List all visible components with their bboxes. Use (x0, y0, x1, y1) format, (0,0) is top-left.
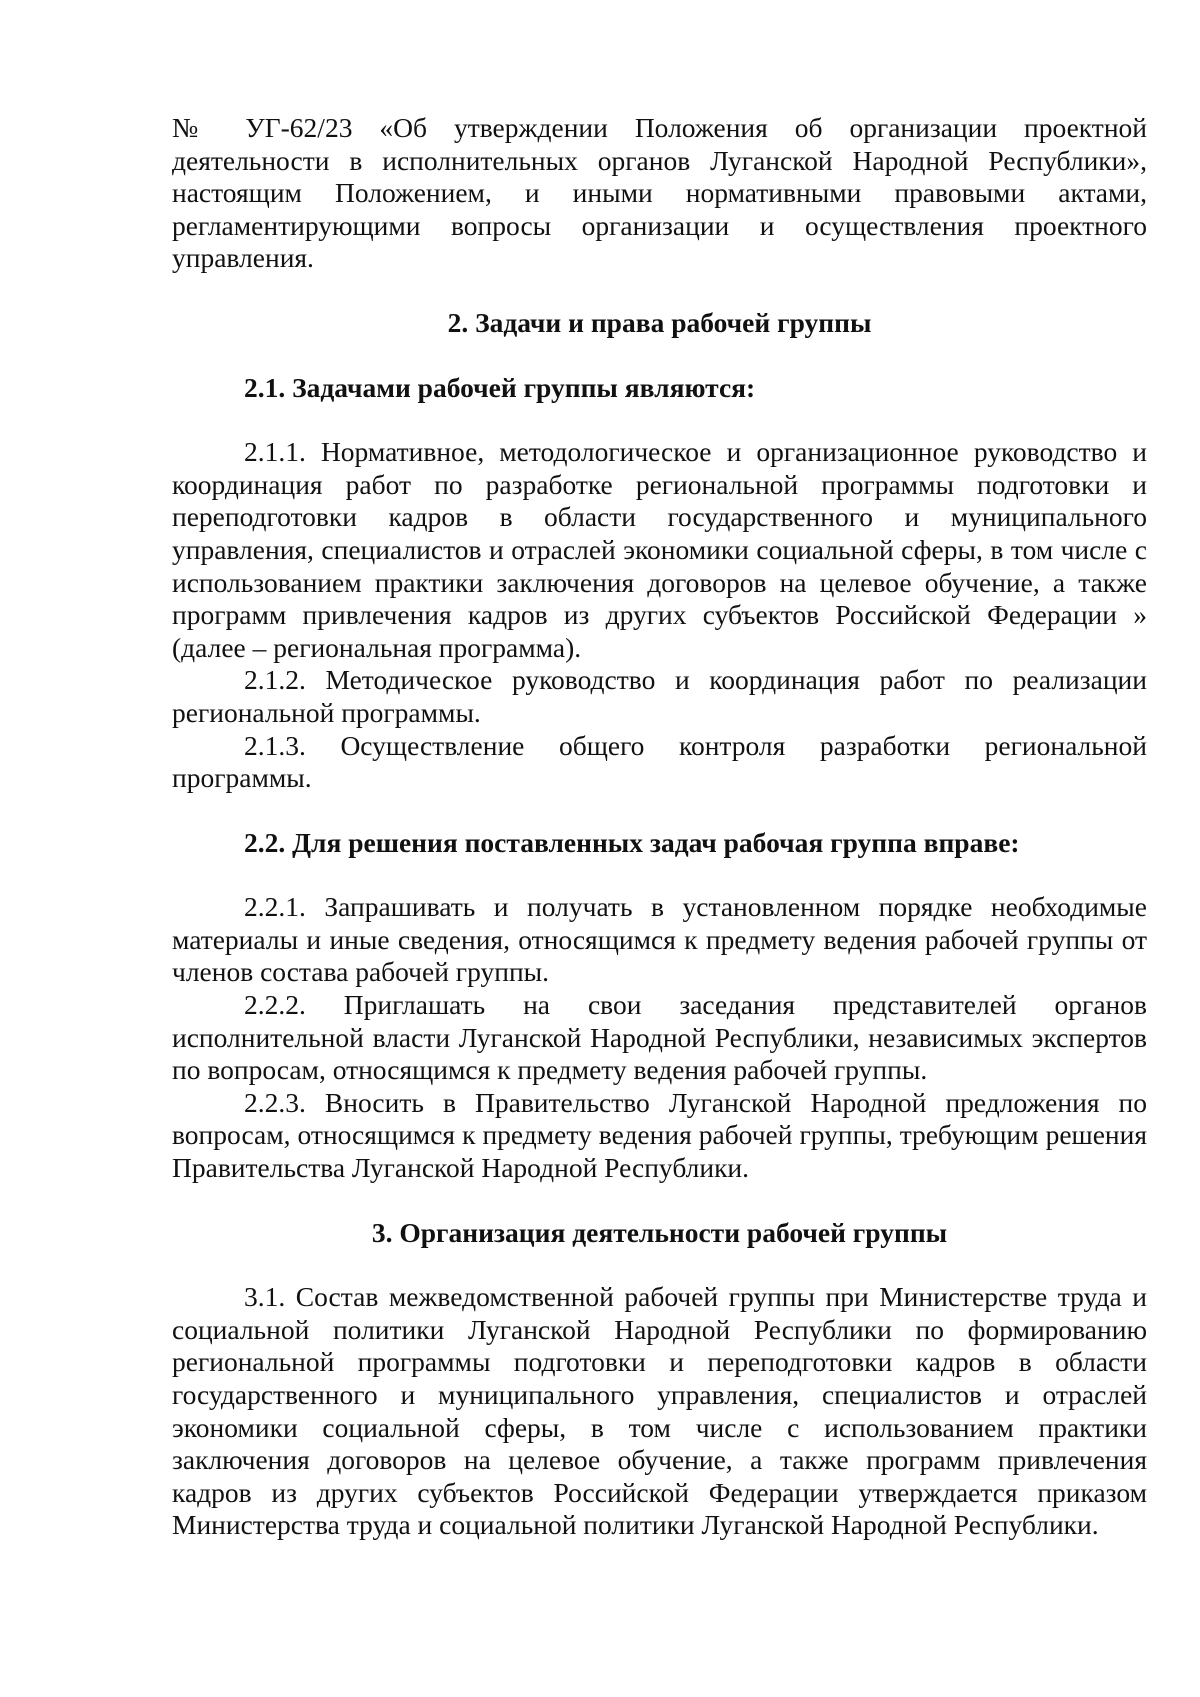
spacer (172, 859, 1147, 891)
section-3-title: 3. Организация деятельности рабочей группы (371, 1216, 948, 1248)
spacer (172, 795, 1147, 827)
clause-2-2-2: 2.2.2. Приглашать на свои заседания представителей органов исполнительной власти Луганской Народной Республики, независимых экспертов по вопросам, относящимся к предмету ведения рабочей группы. (172, 989, 1147, 1086)
subsection-2-2-title: 2.2. Для решения поставленных задач рабочая группа вправе: (244, 826, 1020, 858)
clause-2-2-3: 2.2.3. Вносить в Правительство Луганской Народной предложения по вопросам, относящимся к предмету ведения рабочей группы, требующим решения Правительства Луганской Народной Республики. (172, 1086, 1147, 1184)
spacer (172, 1185, 1147, 1217)
spacer (172, 404, 1147, 436)
clause-2-2-1: 2.2.1. Запрашивать и получать в установленном порядке необходимые материалы и иные сведения, относящимся к предмету ведения рабочей группы от членов состава рабочей группы. (172, 891, 1147, 988)
section-2-title: 2. Задачи и права рабочей группы (447, 306, 872, 338)
subsection-2-1-title: 2.1. Задачами рабочей группы являются: (244, 371, 756, 403)
spacer (172, 275, 1147, 307)
clause-2-1-2: 2.1.2. Методическое руководство и координация работ по реализации региональной программы. (172, 664, 1147, 728)
clause-3-1: 3.1. Состав межведомственной рабочей группы при Министерстве труда и социальной политики Луганской Народной Республики по формированию региональной программы подготовки и переподготовки кадров в области государственного и муниципального управления, специалистов и отраслей экономики социальной сферы, в том числе с использованием практики заключения договоров на целевое обучение, а также программ привлечения кадров из других субъектов Российской Федерации утверждается приказом Министерства труда и социальной политики Луганской Народной Республики. (172, 1281, 1147, 1541)
intro-paragraph: № УГ-62/23 «Об утверждении Положения об организации проектной деятельности в исполнительных органов Луганской Народной Республики», настоящим Положением, и иными нормативными правовыми актами, регламентирующими вопросы организации и осуществления проектного управления. (172, 112, 1147, 274)
spacer (172, 340, 1147, 372)
clause-2-1-1: 2.1.1. Нормативное, методологическое и организационное руководство и координация работ по разработке региональной программы подготовки и переподготовки кадров в области государственного и муниципального управления, специалистов и отраслей экономики социальной сферы, в том числе с использованием практики заключения договоров на целевое обучение, а также программ привлечения кадров из других субъектов Российской Федерации » (далее – региональная программа). (172, 436, 1147, 663)
spacer (172, 1249, 1147, 1281)
document-page (172, 112, 1147, 1542)
clause-2-1-3: 2.1.3. Осуществление общего контроля разработки региональной программы. (172, 729, 1147, 794)
